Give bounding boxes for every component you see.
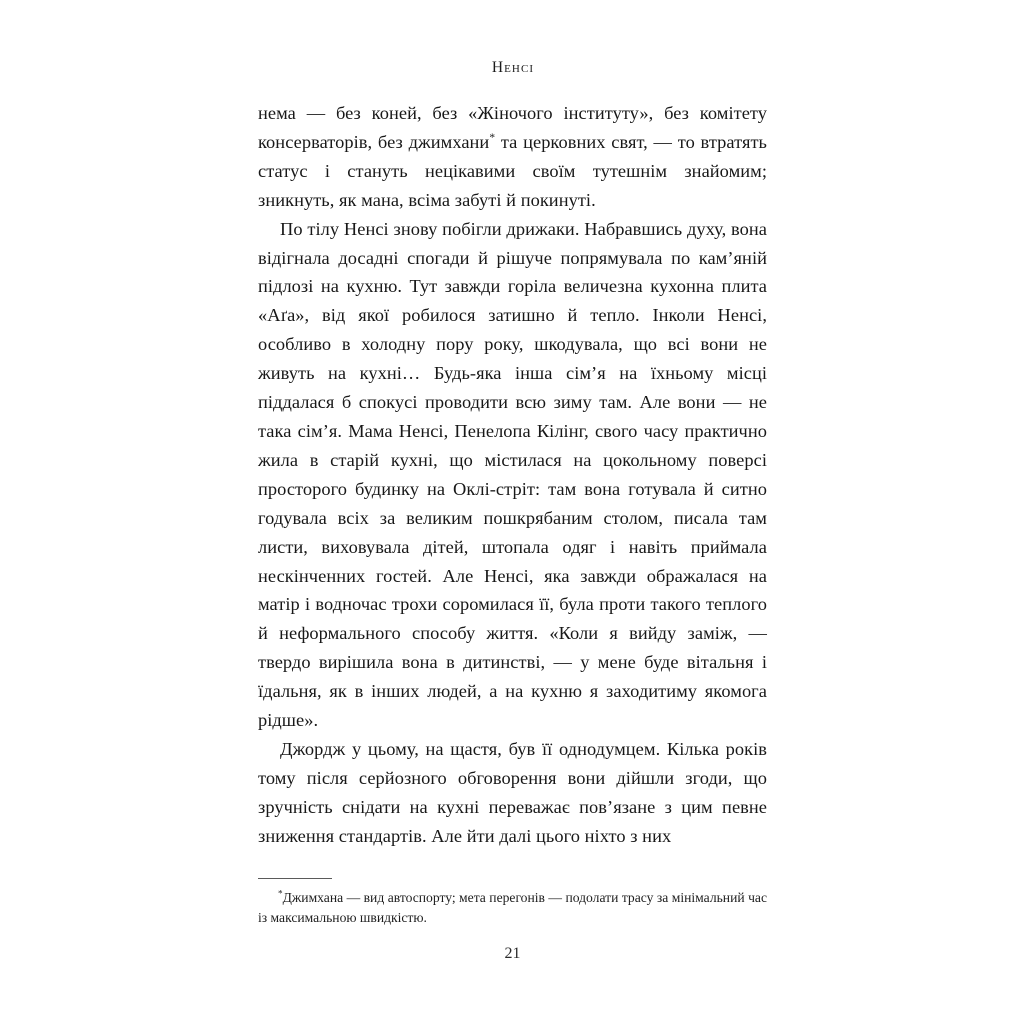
running-header: Ненсі <box>491 59 535 76</box>
footnote-entry-marker: * <box>278 888 283 899</box>
paragraph-3: Джордж у цьому, на щастя, був її однодумцем. Кілька років тому після серйозного обговорення вони дійшли згоди, що зручність снідати на кухні переважає пов’язане з цим певне зниження стандартів. Але йти далі цього ніхто з них <box>258 738 767 846</box>
footnote-separator-rule <box>258 878 332 879</box>
paragraph-1 <box>258 99 767 215</box>
paragraph-1-text-before-footnote: нема — без коней, без «Жіночого інституту», без комітету консерваторів, без джимхани <box>258 103 767 152</box>
body-text-block <box>258 99 767 851</box>
footnote-reference-marker[interactable]: * <box>489 131 496 144</box>
paragraph-2: По тілу Ненсі знову побігли дрижаки. Набравшись духу, вона відігнала досадні спогади й рішуче попрямувала по кам’яній підлозі на кухню. Тут завжди горіла величезна кухонна плита «Аґа», від якої робилося затишно й тепло. Інколи Ненсі, особливо в холодну пору року, шкодувала, що всі вони не живуть на кухні… Будь-яка інша сім’я на їхньому місці піддалася б спокусі проводити всю зиму там. Але вони — не така сім’я. Мама Ненсі, Пенелопа Кілінг, свого часу практично жила в старій кухні, що містилася на цокольному поверсі просторого будинку на Оклі-стріт: там вона готувала й ситно годувала всіх за великим пошкрябаним столом, писала там листи, виховувала дітей, штопала одяг і навіть приймала нескінченних гостей. Але Ненсі, яка завжди ображалася на матір і водночас трохи соромилася її, була проти такого теплого й неформального способу життя. «Коли я вийду заміж, — твердо вирішила вона в дитинстві, — у мене буде вітальня і їдальня, як в інших людей, а на кухню я заходитиму якомога рідше». <box>258 218 767 731</box>
page-number: 21 <box>504 945 521 962</box>
footnote-area <box>258 878 767 929</box>
footnote-entry <box>258 888 767 929</box>
footnote-entry-text: Джимхана — вид автоспорту; мета перегонів — подолати трасу за мінімальний час із максимальною швидкістю. <box>258 890 767 926</box>
paragraph-1-text-after-footnote: та церковних свят, — то втратять статус і стануть нецікавими своїм тутешнім знайомим; зникнуть, як мана, всіма забуті й покинуті. <box>258 131 767 210</box>
